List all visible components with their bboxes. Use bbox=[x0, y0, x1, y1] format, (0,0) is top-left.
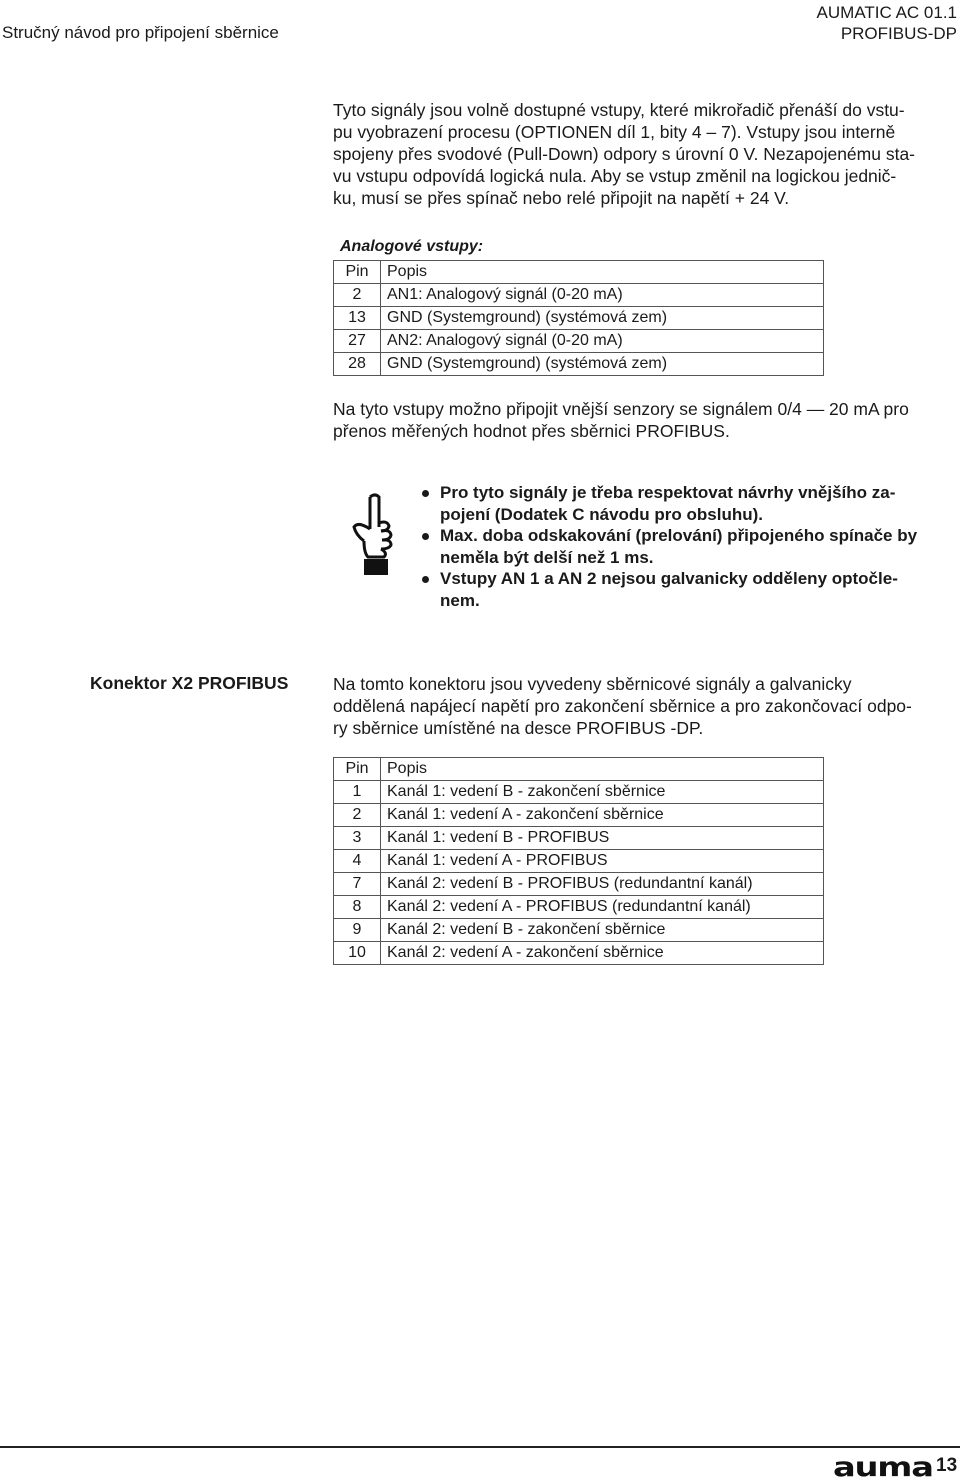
pin-cell: 2 bbox=[334, 284, 381, 307]
notice-item bbox=[418, 482, 958, 525]
table-row bbox=[334, 804, 824, 827]
notice-line: Max. doba odskakování (prelování) připojeného spínače by bbox=[440, 526, 918, 545]
header-product-name: AUMATIC AC 01.1 bbox=[816, 3, 957, 22]
pin-cell: 4 bbox=[334, 850, 381, 873]
description-cell: AN1: Analogový signál (0-20 mA) bbox=[381, 284, 824, 307]
description-cell: Kanál 2: vedení B - PROFIBUS (redundantní kanál) bbox=[381, 873, 824, 896]
analog-note bbox=[333, 398, 953, 442]
notice-line: nem. bbox=[440, 590, 480, 610]
notice-item bbox=[418, 568, 958, 611]
description-cell: Kanál 1: vedení A - PROFIBUS bbox=[381, 850, 824, 873]
pin-cell: 13 bbox=[334, 307, 381, 330]
column-header-description: Popis bbox=[381, 261, 824, 284]
column-header-pin: Pin bbox=[334, 758, 381, 781]
connector-description-line: oddělená napájecí napětí pro zakončení sběrnice a pro zakončovací odpo- bbox=[333, 696, 912, 716]
description-cell: Kanál 1: vedení B - zakončení sběrnice bbox=[381, 781, 824, 804]
notice-line: Pro tyto signály je třeba respektovat návrhy vnějšího za- bbox=[440, 483, 896, 502]
table-row bbox=[334, 942, 824, 965]
intro-line: vu vstupu odpovídá logická nula. Aby se vstup změnil na logickou jednič- bbox=[333, 166, 897, 186]
intro-line: ku, musí se přes spínač nebo relé připojit na napětí + 24 V. bbox=[333, 188, 790, 208]
table-row bbox=[334, 896, 824, 919]
description-cell: AN2: Analogový signál (0-20 mA) bbox=[381, 330, 824, 353]
connector-description bbox=[333, 673, 958, 739]
description-cell: Kanál 2: vedení A - zakončení sběrnice bbox=[381, 942, 824, 965]
description-cell: Kanál 2: vedení A - PROFIBUS (redundantní kanál) bbox=[381, 896, 824, 919]
table-row bbox=[334, 353, 824, 376]
table-row bbox=[334, 284, 824, 307]
pin-cell: 7 bbox=[334, 873, 381, 896]
analog-note-line: Na tyto vstupy možno připojit vnější senzory se signálem 0/4 — 20 mA pro bbox=[333, 399, 909, 419]
page-number: 13 bbox=[936, 1455, 958, 1476]
intro-paragraph bbox=[333, 99, 955, 209]
pin-cell: 27 bbox=[334, 330, 381, 353]
pin-cell: 2 bbox=[334, 804, 381, 827]
notice-line: pojení (Dodatek C návodu pro obsluhu). bbox=[440, 504, 763, 524]
notice-line: neměla být delší než 1 ms. bbox=[440, 547, 654, 567]
pointing-hand-icon bbox=[348, 493, 402, 579]
analog-note-line: přenos měřených hodnot přes sběrnici PROFIBUS. bbox=[333, 421, 730, 441]
description-cell: Kanál 1: vedení A - zakončení sběrnice bbox=[381, 804, 824, 827]
connector-section-title: Konektor X2 PROFIBUS bbox=[90, 673, 289, 693]
connector-description-line: ry sběrnice umístěné na desce PROFIBUS -DP. bbox=[333, 718, 704, 738]
pin-cell: 3 bbox=[334, 827, 381, 850]
description-cell: GND (Systemground) (systémová zem) bbox=[381, 307, 824, 330]
notice-line: Vstupy AN 1 a AN 2 nejsou galvanicky odděleny optočle- bbox=[440, 569, 898, 588]
header-product-protocol: PROFIBUS-DP bbox=[840, 24, 957, 43]
analog-pin-table bbox=[333, 260, 824, 376]
table-header-row bbox=[334, 261, 824, 284]
auma-logo bbox=[833, 1452, 933, 1483]
table-row bbox=[334, 307, 824, 330]
description-cell: Kanál 1: vedení B - PROFIBUS bbox=[381, 827, 824, 850]
pin-cell: 1 bbox=[334, 781, 381, 804]
table-row bbox=[334, 850, 824, 873]
auma-logo-text: auma bbox=[833, 1452, 933, 1483]
description-cell: GND (Systemground) (systémová zem) bbox=[381, 353, 824, 376]
pin-cell: 10 bbox=[334, 942, 381, 965]
intro-line: pu vyobrazení procesu (OPTIONEN díl 1, bity 4 – 7). Vstupy jsou interně bbox=[333, 122, 896, 142]
table-row bbox=[334, 919, 824, 942]
connector-pin-table bbox=[333, 757, 824, 965]
table-row bbox=[334, 873, 824, 896]
pin-cell: 9 bbox=[334, 919, 381, 942]
footer-rule bbox=[0, 1446, 960, 1448]
table-header-row bbox=[334, 758, 824, 781]
header-product bbox=[817, 2, 957, 44]
pin-cell: 8 bbox=[334, 896, 381, 919]
notice-item bbox=[418, 525, 958, 568]
connector-description-line: Na tomto konektoru jsou vyvedeny sběrnicové signály a galvanicky bbox=[333, 674, 852, 694]
intro-line: spojeny přes svodové (Pull-Down) odpory s úrovní 0 V. Nezapojenému sta- bbox=[333, 144, 916, 164]
notice-list bbox=[418, 482, 958, 611]
column-header-description: Popis bbox=[381, 758, 824, 781]
description-cell: Kanál 2: vedení B - zakončení sběrnice bbox=[381, 919, 824, 942]
header-title: Stručný návod pro připojení sběrnice bbox=[2, 23, 279, 42]
intro-line: Tyto signály jsou volně dostupné vstupy, které mikrořadič přenáší do vstu- bbox=[333, 100, 905, 120]
pin-cell: 28 bbox=[334, 353, 381, 376]
table-row bbox=[334, 827, 824, 850]
table-row bbox=[334, 330, 824, 353]
table-row bbox=[334, 781, 824, 804]
analog-inputs-title: Analogové vstupy: bbox=[340, 238, 484, 255]
column-header-pin: Pin bbox=[334, 261, 381, 284]
